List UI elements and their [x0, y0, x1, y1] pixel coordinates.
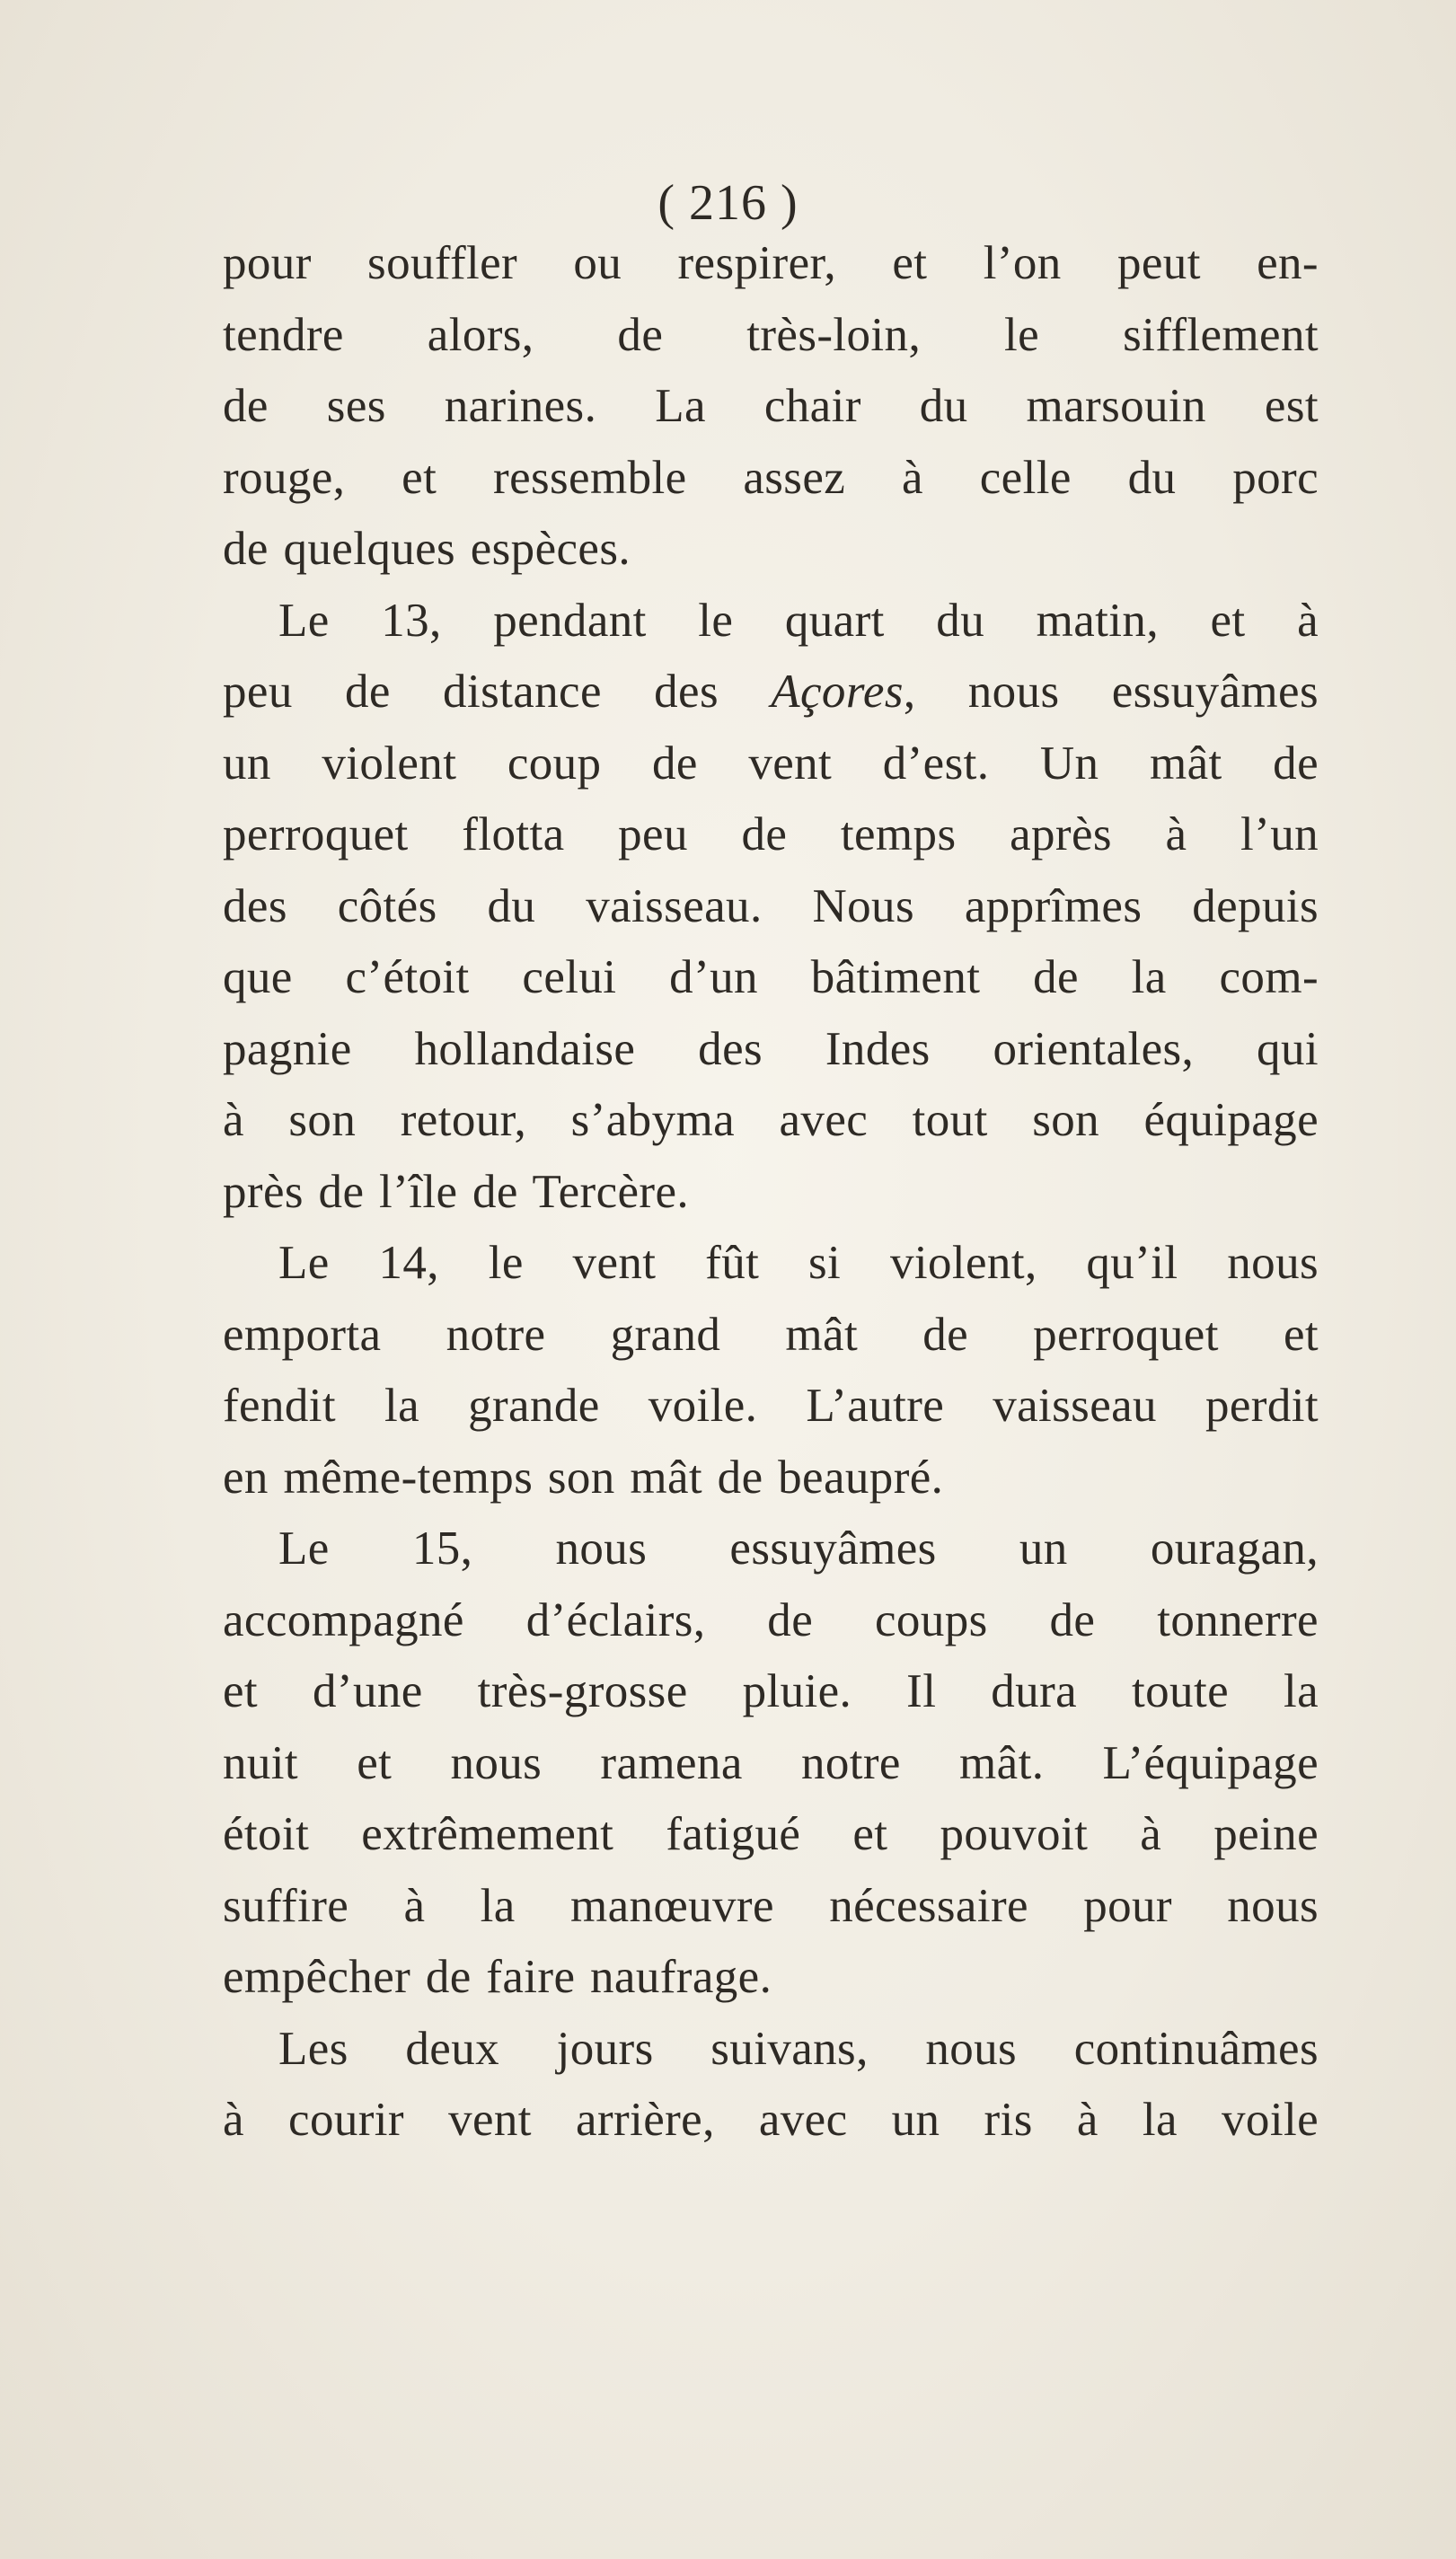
text-line: de quelques espèces. [223, 523, 631, 575]
text-line: à son retour, s’abyma avec tout son équipage [223, 1094, 1319, 1146]
text-line: empêcher de faire naufrage. [223, 1951, 772, 2003]
text-line: étoit extrêmement fatigué et pouvoit à peine [223, 1808, 1319, 1860]
text-line: fendit la grande voile. L’autre vaisseau perdit [223, 1380, 1319, 1432]
place-name-italic: Açores [771, 666, 904, 718]
text-line: pour souffler ou respirer, et l’on peut en- [223, 237, 1319, 289]
text-line: un violent coup de vent d’est. Un mât de [223, 737, 1319, 790]
text-line: suffire à la manœuvre nécessaire pour nous [223, 1879, 1319, 1932]
text-line: tendre alors, de très-loin, le sifflement [223, 308, 1319, 361]
text-line: rouge, et ressemble assez à celle du porc [223, 451, 1319, 504]
text-segment: , nous essuyâmes [903, 666, 1319, 718]
text-line: de ses narines. La chair du marsouin est [223, 380, 1319, 432]
text-line: que c’étoit celui d’un bâtiment de la com- [223, 951, 1319, 1003]
text-segment: peu de distance des [223, 666, 719, 718]
text-line-with-italic [223, 657, 1319, 728]
text-line: en même-temps son mât de beaupré. [223, 1451, 944, 1504]
text-line: des côtés du vaisseau. Nous apprîmes depuis [223, 879, 1319, 932]
text-line: pagnie hollandaise des Indes orientales, qui [223, 1022, 1319, 1075]
text-line: Les deux jours suivans, nous continuâmes [278, 2022, 1319, 2075]
text-line: perroquet flotta peu de temps après à l’un [223, 808, 1319, 860]
text-line: Le 14, le vent fût si violent, qu’il nous [278, 1237, 1319, 1289]
body-text [223, 228, 1319, 2157]
text-line: accompagné d’éclairs, de coups de tonnerre [223, 1593, 1319, 1646]
text-line: emporta notre grand mât de perroquet et [223, 1308, 1319, 1361]
text-line: Le 13, pendant le quart du matin, et à [278, 594, 1319, 647]
text-line: près de l’île de Tercère. [223, 1165, 690, 1218]
text-line: Le 15, nous essuyâmes un ouragan, [278, 1522, 1319, 1575]
page-number: ( 216 ) [657, 175, 799, 231]
text-line: à courir vent arrière, avec un ris à la voile [223, 2094, 1319, 2146]
text-line: nuit et nous ramena notre mât. L’équipage [223, 1736, 1319, 1789]
text-line: et d’une très-grosse pluie. Il dura toute la [223, 1665, 1319, 1717]
